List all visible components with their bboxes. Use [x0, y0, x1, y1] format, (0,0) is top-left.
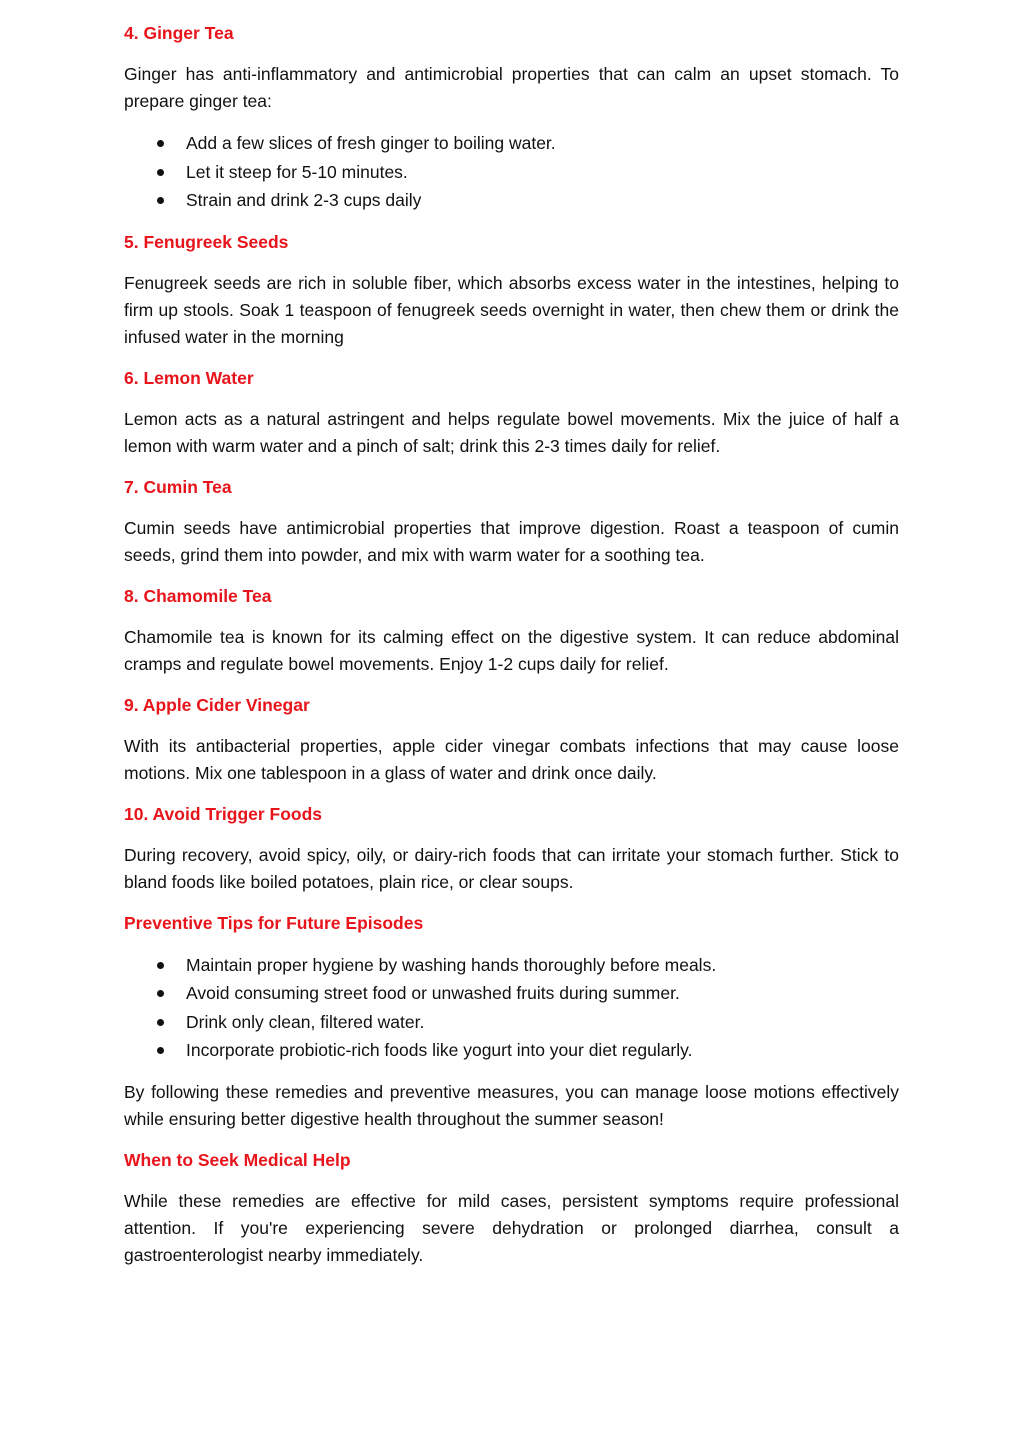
- avoid-trigger-foods-heading: 10. Avoid Trigger Foods: [124, 803, 323, 824]
- bullet-icon: [157, 1047, 164, 1054]
- lemon-water-paragraph: Lemon acts as a natural astringent and helps regulate bowel movements. Mix the juice of half a lemon with warm water and a pinch of salt; drink this 2-3 times daily for relief.: [124, 408, 899, 456]
- list-item-text: Strain and drink 2-3 cups daily: [186, 190, 422, 210]
- fenugreek-seeds-heading: 5. Fenugreek Seeds: [124, 231, 289, 252]
- bullet-icon: [157, 197, 164, 204]
- cumin-tea-heading: 7. Cumin Tea: [124, 476, 232, 497]
- ginger-tea-steps-list: [124, 129, 899, 215]
- apple-cider-vinegar-heading: 9. Apple Cider Vinegar: [124, 694, 310, 715]
- preventive-tips-heading: Preventive Tips for Future Episodes: [124, 912, 424, 933]
- list-item-text: Incorporate probiotic-rich foods like yogurt into your diet regularly.: [186, 1040, 693, 1060]
- list-item-text: Add a few slices of fresh ginger to boiling water.: [186, 133, 556, 153]
- list-item: [124, 979, 899, 1008]
- medical-help-heading: When to Seek Medical Help: [124, 1149, 351, 1170]
- bullet-icon: [157, 990, 164, 997]
- cumin-tea-paragraph: Cumin seeds have antimicrobial properties that improve digestion. Roast a teaspoon of cumin seeds, grind them into powder, and mix with warm water for a soothing tea.: [124, 517, 899, 565]
- list-item: [124, 186, 899, 215]
- list-item-text: Let it steep for 5-10 minutes.: [186, 161, 408, 182]
- list-item: [124, 158, 899, 187]
- list-item: [124, 1008, 899, 1037]
- bullet-icon: [157, 962, 164, 969]
- list-item: [124, 951, 899, 980]
- bullet-icon: [157, 1019, 164, 1026]
- chamomile-tea-paragraph: Chamomile tea is known for its calming effect on the digestive system. It can reduce abdominal cramps and regulate bowel movements. Enjoy 1-2 cups daily for relief.: [124, 626, 899, 674]
- lemon-water-heading: 6. Lemon Water: [124, 367, 254, 388]
- bullet-icon: [157, 169, 164, 176]
- fenugreek-seeds-paragraph: Fenugreek seeds are rich in soluble fiber, which absorbs excess water in the intestines, helping to firm up stools. Soak 1 teaspoon of fenugreek seeds overnight in water, then chew them or drink the infused water in the morning: [124, 272, 899, 347]
- chamomile-tea-heading: 8. Chamomile Tea: [124, 585, 272, 606]
- preventive-tips-list: [124, 951, 899, 1065]
- list-item: [124, 129, 899, 158]
- ginger-tea-heading: 4. Ginger Tea: [124, 23, 234, 43]
- medical-help-paragraph: While these remedies are effective for mild cases, persistent symptoms require professional attention. If you're experiencing severe dehydration or prolonged diarrhea, consult a gastroenterologist nearby immediately.: [124, 1190, 899, 1265]
- preventive-summary-paragraph: By following these remedies and preventive measures, you can manage loose motions effectively while ensuring better digestive health throughout the summer season!: [124, 1081, 899, 1129]
- ginger-tea-paragraph: Ginger has anti-inflammatory and antimicrobial properties that can calm an upset stomach. To prepare ginger tea:: [124, 64, 899, 111]
- apple-cider-vinegar-paragraph: With its antibacterial properties, apple cider vinegar combats infections that may cause loose motions. Mix one tablespoon in a glass of water and drink once daily.: [124, 735, 899, 783]
- list-item-text: Maintain proper hygiene by washing hands thoroughly before meals.: [186, 954, 717, 975]
- bullet-icon: [157, 140, 164, 147]
- list-item: [124, 1036, 899, 1065]
- list-item-text: Avoid consuming street food or unwashed fruits during summer.: [186, 983, 680, 1003]
- list-item-text: Drink only clean, filtered water.: [186, 1011, 425, 1032]
- document-page: [124, 20, 899, 1283]
- avoid-trigger-foods-paragraph: During recovery, avoid spicy, oily, or dairy-rich foods that can irritate your stomach further. Stick to bland foods like boiled potatoes, plain rice, or clear soups.: [124, 844, 899, 892]
